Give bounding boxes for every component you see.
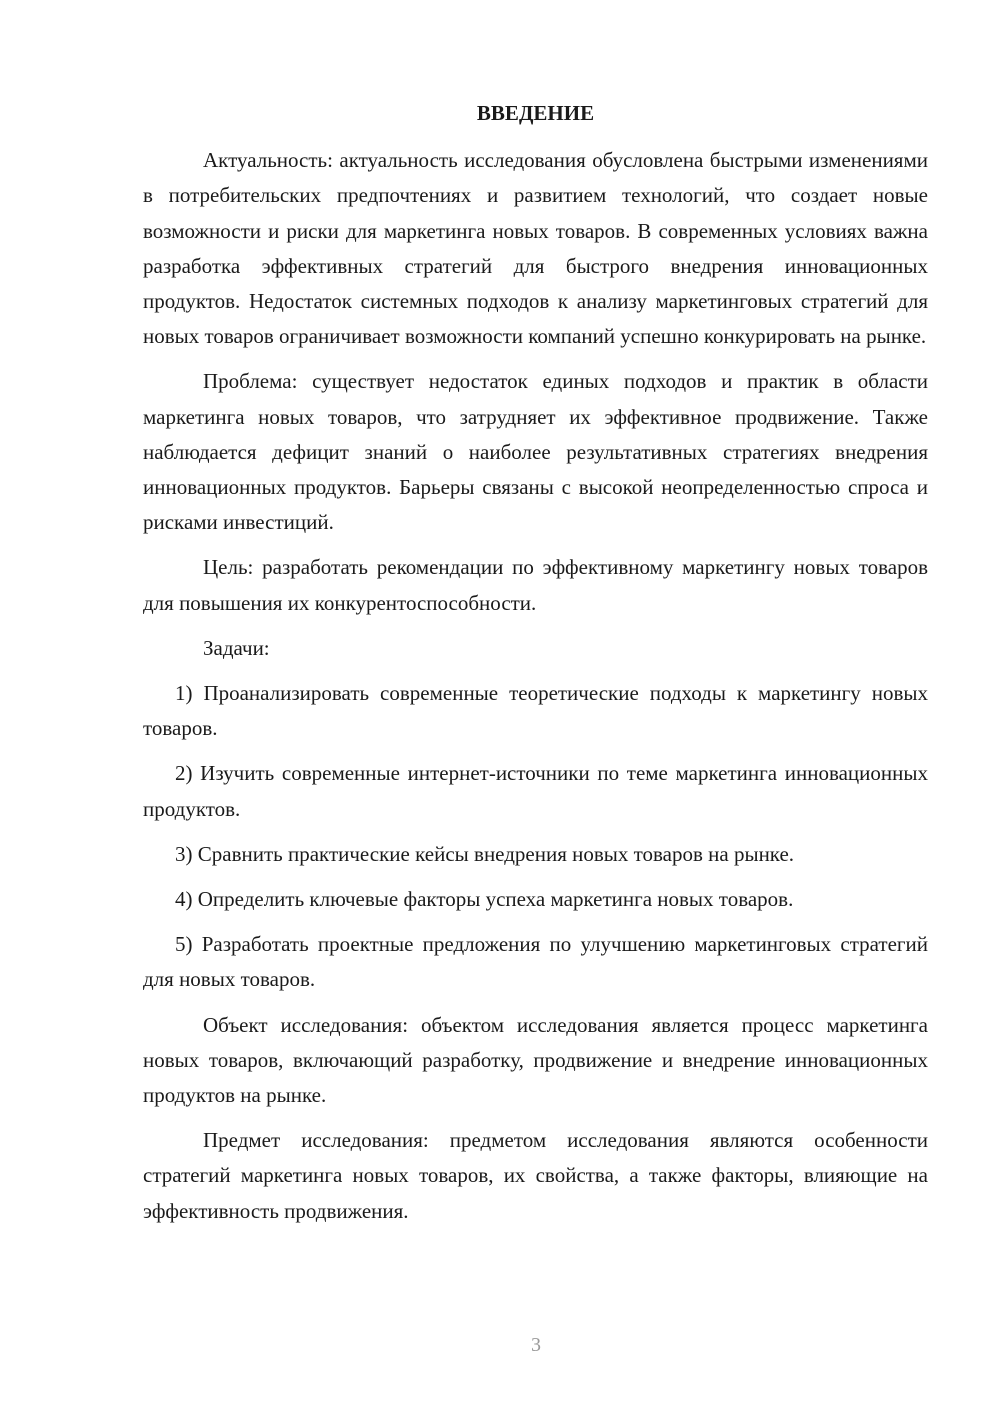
goal-paragraph: Цель: разработать рекомендации по эффективному маркетингу новых товаров для повышения их конкурентоспособности. [143,555,928,615]
problem-paragraph: Проблема: существует недостаток единых подходов и практик в области маркетинга новых товаров, что затрудняет их эффективное продвижение. Также наблюдается дефицит знаний о наиболее результативных стратегиях внедрения инновационных продуктов. Барьеры связаны с высокой неопределенностью спроса и рисками инвестиций. [143,369,928,535]
relevance-paragraph: Актуальность: актуальность исследования обусловлена быстрыми изменениями в потребительских предпочтениях и развитием технологий, что создает новые возможности и риски для маркетинга новых товаров. В современных условиях важна разработка эффективных стратегий для быстрого внедрения инновационных продуктов. Недостаток системных подходов к анализу маркетинговых стратегий для новых товаров ограничивает возможности компаний успешно конкурировать на рынке. [143,148,928,349]
task-item-4: 4) Определить ключевые факторы успеха маркетинга новых товаров. [175,887,794,912]
section-heading: ВВЕДЕНИЕ [476,101,595,125]
object-paragraph: Объект исследования: объектом исследования является процесс маркетинга новых товаров, включающий разработку, продвижение и внедрение инновационных продуктов на рынке. [143,1012,928,1108]
task-item-3: 3) Сравнить практические кейсы внедрения новых товаров на рынке. [175,841,795,866]
tasks-label: Задачи: [203,635,270,660]
task-item-5: 5) Разработать проектные предложения по улучшению маркетинговых стратегий для новых товаров. [143,932,928,992]
task-item-1: 1) Проанализировать современные теоретические подходы к маркетингу новых товаров. [143,681,928,741]
page-number: 3 [531,1334,541,1356]
page-content [143,96,928,1239]
subject-paragraph: Предмет исследования: предметом исследования являются особенности стратегий маркетинга новых товаров, их свойства, а также факторы, влияющие на эффективность продвижения. [143,1128,928,1223]
task-item-2: 2) Изучить современные интернет-источники по теме маркетинга инновационных продуктов. [143,761,928,821]
